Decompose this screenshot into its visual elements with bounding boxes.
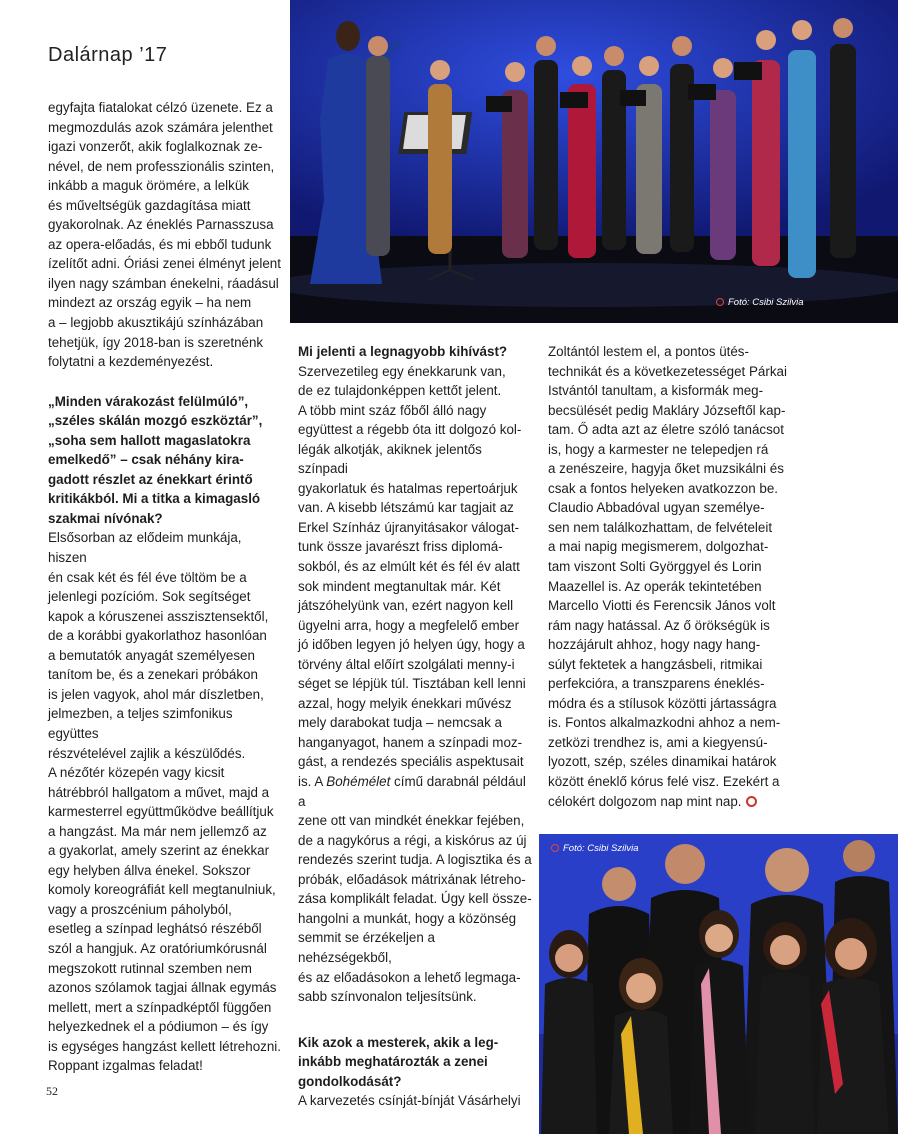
text-line: becsülését pedig Makláry Józseftől kap- xyxy=(548,402,786,418)
text-line: is egységes hangzást kellett létrehozni. xyxy=(48,1038,281,1054)
text-line: gadott részlet az énekkart érintő xyxy=(48,471,253,487)
text-line: komoly koreográfiát kell megtanulniuk, xyxy=(48,882,276,898)
text-line: inkább meghatározták a zenei xyxy=(298,1054,488,1070)
text-line: Claudio Abbadóval ugyan személye- xyxy=(548,500,765,516)
text-line: szól a hangjuk. Az oratóriumkórusnál xyxy=(48,940,267,956)
text-line: folytatni a kezdeményezést. xyxy=(48,354,214,370)
text-line: van. A kisebb létszámú kar tagjait az xyxy=(298,500,514,516)
text-line: ízelítőt adni. Óriási zenei élményt jelent xyxy=(48,256,281,272)
text-line: én csak két és fél éve töltöm be a xyxy=(48,569,247,585)
text-line: ügyelni arra, hogy a megfelelő ember xyxy=(298,617,520,633)
text-line: zene ott van mindkét énekkar fejében, xyxy=(298,813,525,829)
text-fragment: című darabnál például a xyxy=(298,774,526,809)
text-line: A több mint száz főből álló nagy xyxy=(298,402,487,418)
text-line: Marcello Viotti és Ferencsik János volt xyxy=(548,598,776,614)
text-line: megmozdulás azok számára jelenthet xyxy=(48,119,273,135)
text-line: „soha sem hallott magaslatokra xyxy=(48,432,251,448)
text-line: törvény által előírt szolgálati menny-i xyxy=(298,656,515,672)
choir-singers-photo xyxy=(539,834,898,1134)
text-line: inkább a maguk örömére, a lelkük xyxy=(48,178,249,194)
text-line: igazi vonzerőt, akik foglalkoznak ze- xyxy=(48,139,263,155)
text-line: Elsősorban az elődeim munkája, hiszen xyxy=(48,530,242,566)
end-of-article-icon xyxy=(746,796,757,807)
text-line: Roppant izgalmas feladat! xyxy=(48,1058,203,1074)
text-line: egyfajta fiatalokat célzó üzenete. Ez a xyxy=(48,100,273,115)
text-line: A nézőtér közepén vagy kicsit xyxy=(48,765,225,781)
text-line: a mai napig megismerem, dolgozhat- xyxy=(548,539,769,555)
photo-credit: Fotó: Csibi Szilvia xyxy=(728,297,804,308)
caption-marker-icon xyxy=(716,298,724,306)
text-line: tam. Ő adta azt az életre szóló tanácsot xyxy=(548,422,784,438)
text-line: rám nagy hatással. Az ő örökségük is xyxy=(548,617,770,633)
text-line: jelmezben, a teljes szimfonikus együttes xyxy=(48,706,233,741)
text-line: légák alkotják, akiknek jelentős színpadi xyxy=(298,441,482,477)
text-line: hátrébbról hallgatom a művet, majd a xyxy=(48,784,270,800)
text-line: egy helyben állva énekel. Sokszor xyxy=(48,862,251,878)
text-line: tam viszont Solti Györggyel és Lorin xyxy=(548,559,762,575)
text-line: szakmai nívónak? xyxy=(48,510,163,526)
text-line: mely darabokat tudja – nemcsak a xyxy=(298,715,502,731)
text-line: a gyakorlat, amely szerint az énekkar xyxy=(48,843,270,859)
text-line xyxy=(548,792,788,812)
paragraph xyxy=(48,528,282,1075)
text-line: azzal, hogy melyik énekkari művész xyxy=(298,695,512,711)
text-line: is. Fontos alkalmazkodni ahhoz a nem- xyxy=(548,715,781,731)
text-line: nével, de nem professzionális szinten, xyxy=(48,158,275,174)
text-line: játszóhelyünk van, ezért nagyon kell xyxy=(298,598,514,614)
text-line: mindezt az ország egyik – ha nem xyxy=(48,295,252,311)
text-line: tunk össze javarészt friss diplomá- xyxy=(298,539,503,555)
text-line: Kik azok a mesterek, akik a leg- xyxy=(298,1034,499,1050)
interview-question xyxy=(48,392,282,529)
text-line: is, hogy a karmester ne telepedjen rá xyxy=(548,441,769,457)
photo-caption xyxy=(551,843,639,854)
text-line: vagy a proszcénium páholyból, xyxy=(48,901,232,917)
text-line: technikát és a következetességet Párkai xyxy=(548,363,787,379)
page-number: 52 xyxy=(46,1084,58,1098)
text-line: megszokott rutinnal szemben nem xyxy=(48,960,252,976)
text-line: súlyt fektetek a hangzásbeli, ritmikai xyxy=(548,656,763,672)
text-line: azonos szólamok tagjai állnak egymás xyxy=(48,980,277,996)
text-line: de a nagykórus a régi, a kiskórus az új xyxy=(298,832,527,848)
text-line: gyakorlatuk és hatalmas repertoárjuk xyxy=(298,480,518,496)
text-line: a zenészeire, hagyja őket muzsikálni és xyxy=(548,461,784,477)
text-line: gyakorolnak. Az éneklés Parnasszusa xyxy=(48,217,274,233)
choir-stage-illustration xyxy=(290,0,898,323)
choir-singers-illustration xyxy=(539,834,898,1134)
text-line: részvételével zajlik a készülődés. xyxy=(48,745,246,761)
interview-question: Mi jelenti a legnagyobb kihívást? xyxy=(298,344,508,359)
text-line: karmesterrel együttműködve beállítjuk xyxy=(48,804,274,820)
text-line: kritikákból. Mi a titka a kimagasló xyxy=(48,491,261,507)
text-line: a – legjobb akusztikájú színházában xyxy=(48,315,264,331)
article-column-2 xyxy=(298,342,532,1111)
text-line: mellett, mert a színpadképtől függően xyxy=(48,999,272,1015)
paragraph xyxy=(298,362,532,1007)
paragraph xyxy=(48,98,282,372)
text-line: Zoltántól lestem el, a pontos ütés- xyxy=(548,344,749,359)
text-line: gást, a rendezés speciális aspektusait xyxy=(298,754,524,770)
text-line: Istvántól tanultam, a kisformák meg- xyxy=(548,383,764,399)
caption-marker-icon xyxy=(551,844,559,852)
text-fragment: is. A xyxy=(298,774,327,790)
text-line: gondolkodását? xyxy=(298,1073,402,1089)
text-line: perfekcióra, a transzparens éneklés- xyxy=(548,676,765,692)
text-line: csak a fontos helyeken avatkozzon be. xyxy=(548,480,779,496)
text-line: A karvezetés csínját-bínját Vásárhelyi xyxy=(298,1093,521,1109)
text-line: tanítom be, és a zenekari próbákon xyxy=(48,667,258,683)
text-line: semmit se érzékeljen a nehézségekből, xyxy=(298,930,435,965)
text-fragment: célokért dolgozom nap mint nap. xyxy=(548,793,742,809)
text-line: is jelen vagyok, ahol már díszletben, xyxy=(48,686,264,702)
text-line: de a korábbi gyakorlathoz hasonlóan xyxy=(48,628,267,644)
text-line: helyezkednek el a pódiumon – és így xyxy=(48,1019,269,1035)
opera-title: Bohémélet xyxy=(326,774,391,790)
magazine-section-title: Dalárnap ’17 xyxy=(48,44,168,66)
text-line: hozzájárult ahhoz, hogy nagy hang- xyxy=(548,637,761,653)
text-line: és az előadásokon a lehető legmaga- xyxy=(298,969,521,985)
text-line: sen nem találkozhattam, de felvételeit xyxy=(548,519,773,535)
text-line: kapok a kóruszenei asszisztensektől, xyxy=(48,608,269,624)
text-line: Erkel Színház újranyitásakor válogat- xyxy=(298,519,520,535)
text-line xyxy=(298,772,532,811)
text-line: séget se lépjük túl. Tisztában kell lenni xyxy=(298,676,526,692)
text-line: hanganyagot, hanem a színpadi moz- xyxy=(298,734,523,750)
text-line: között éneklő kórus felé visz. Ezekért a xyxy=(548,774,780,790)
photo-caption xyxy=(716,297,804,308)
interview-question xyxy=(298,1033,532,1092)
text-line: sokból, és az elmúlt két és fél év alatt xyxy=(298,559,520,575)
text-line: zetközi trendhez is, ami a kiegyensú- xyxy=(548,734,768,750)
text-line: a bemutatók anyagát személyesen xyxy=(48,647,255,663)
text-line: „széles skálán mozgó eszköztár”, xyxy=(48,413,263,429)
photo-credit: Fotó: Csibi Szilvia xyxy=(563,843,639,854)
article-column-3 xyxy=(548,342,788,811)
text-line: az opera-előadás, és mi ebből tudunk xyxy=(48,236,272,252)
text-line: de ez tulajdonképpen kettőt jelent. xyxy=(298,383,502,399)
text-line: jelenlegi pozícióm. Sok segítséget xyxy=(48,589,251,605)
text-line: Szervezetileg egy énekkarunk van, xyxy=(298,363,506,379)
text-line: zása komplikált feladat. Úgy kell össze- xyxy=(298,891,532,907)
text-line: rendezés szerint tudja. A logisztika és a xyxy=(298,852,532,868)
text-line: emelkedő” – csak néhány kira- xyxy=(48,452,244,468)
choir-concert-photo xyxy=(290,0,898,323)
text-line: Maazellel is. Az operák tekintetében xyxy=(548,578,762,594)
text-line: sabb színvonalon teljesítsünk. xyxy=(298,989,477,1005)
text-line: tehetjük, így 2018-ban is szeretnénk xyxy=(48,334,264,350)
text-line: jó időben legyen jó helyen úgy, hogy a xyxy=(298,637,525,653)
text-line: és műveltségük gazdagítása miatt xyxy=(48,197,251,213)
article-column-1 xyxy=(48,98,282,1076)
text-line: esetleg a színpad leghátsó részéből xyxy=(48,921,262,937)
text-line: a hangzást. Ma már nem jellemző az xyxy=(48,823,267,839)
text-line: próbák, előadások mátrixának létreho- xyxy=(298,871,526,887)
text-line: lyozott, szép, széles dinamikai határok xyxy=(548,754,777,770)
text-line: módra és a stílusok közötti jártasságra xyxy=(548,695,777,711)
text-line: ilyen nagy számban énekelni, ráadásul xyxy=(48,275,279,291)
text-line: „Minden várakozást felülmúló”, xyxy=(48,393,249,409)
text-line: együttest a régebb óta itt dolgozó kol- xyxy=(298,422,522,438)
text-line: hangolni a munkát, hogy a közönség xyxy=(298,910,517,926)
text-line: sok mindent megtanultak már. Két xyxy=(298,578,501,594)
